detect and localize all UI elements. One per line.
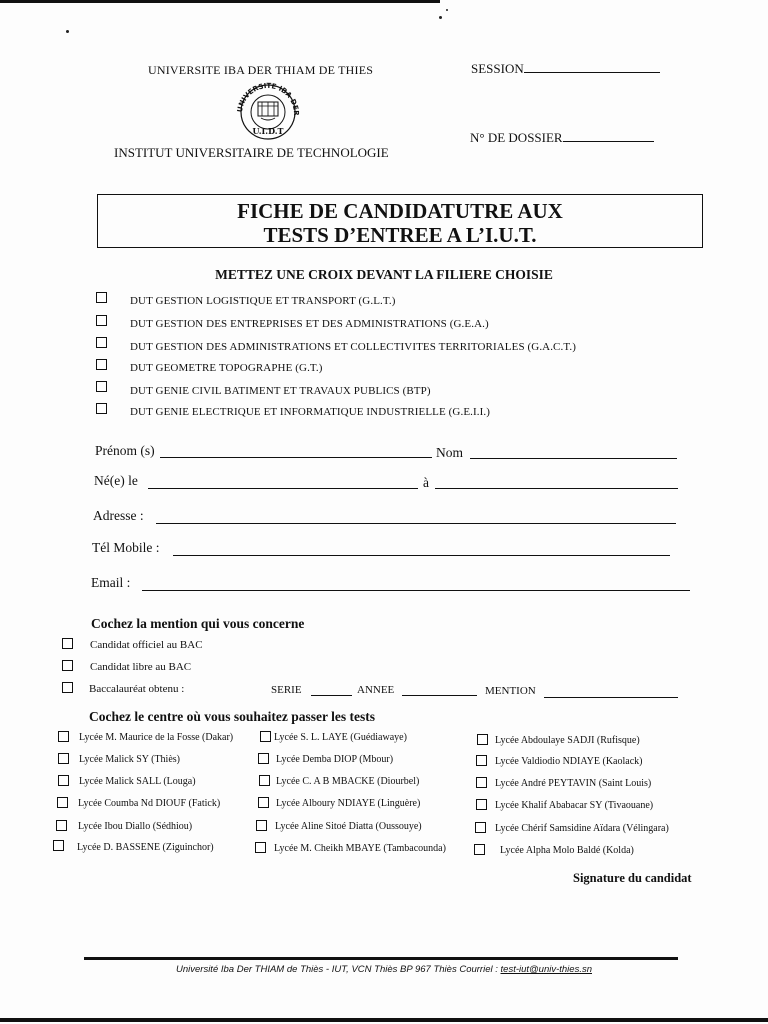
centre-label: Lycée C. A B MBACKE (Diourbel) [276,776,420,787]
filiere-label: DUT GESTION DES ADMINISTRATIONS ET COLLECTIVITES TERRITORIALES (G.A.C.T.) [130,341,576,353]
form-title-line1: FICHE DE CANDIDATUTRE AUX [237,199,563,223]
centre-checkbox[interactable] [53,840,64,851]
dossier-label: N° DE DOSSIER [470,130,563,145]
centre-label: Lycée Aline Sitoé Diatta (Oussouye) [275,821,422,832]
centre-checkbox[interactable] [476,755,487,766]
scan-speck [66,30,69,33]
bac-label: Baccalauréat obtenu : [89,683,185,695]
scan-speck [446,9,448,11]
svg-text:U.I.D.T: U.I.D.T [252,126,284,136]
centre-label: Lycée Malick SALL (Louga) [79,776,196,787]
centre-label: Lycée M. Maurice de la Fosse (Dakar) [79,732,234,743]
form-title-line2: TESTS D’ENTREE A L’I.U.T. [263,223,537,247]
centre-label: Lycée Khalif Ababacar SY (Tivaouane) [495,800,654,811]
nom-label: Nom [436,445,463,460]
signature-label: Signature du candidat [573,871,692,885]
address-label: Adresse : [93,508,144,523]
centre-checkbox[interactable] [56,820,67,831]
phone-line[interactable] [173,555,670,556]
officiel-checkbox[interactable] [62,638,73,649]
centre-heading: Cochez le centre où vous souhaitez passer les tests [89,709,375,724]
prenom-label: Prénom (s) [95,443,155,458]
annee-line[interactable] [402,695,477,696]
svg-text:UNIVERSITE IBA DER THIAM DE TH: UNIVERSITE IBA DER [235,82,301,116]
birthplace-label: à [423,475,429,490]
session-field [471,61,660,77]
centre-checkbox[interactable] [58,731,69,742]
centre-checkbox[interactable] [258,753,269,764]
footer-rule [84,957,678,960]
centre-checkbox[interactable] [474,844,485,855]
centre-label: Lycée Valdiodio NDIAYE (Kaolack) [495,756,643,767]
filiere-checkbox-gea[interactable] [96,315,107,326]
centre-label: Lycée Coumba Nd DIOUF (Fatick) [78,798,221,809]
centre-checkbox[interactable] [260,731,271,742]
email-line[interactable] [142,590,690,591]
filiere-label: DUT GENIE ELECTRIQUE ET INFORMATIQUE INDUSTRIELLE (G.E.I.I.) [130,406,490,418]
centre-checkbox[interactable] [255,842,266,853]
birthplace-line[interactable] [435,488,678,489]
centre-label: Lycée Chérif Samsidine Aïdara (Vélingara) [495,823,669,834]
dossier-line[interactable] [563,130,654,142]
scan-edge-line [0,0,440,3]
filiere-checkbox-gact[interactable] [96,337,107,348]
dossier-field [470,130,654,146]
libre-label: Candidat libre au BAC [90,661,192,673]
centre-checkbox[interactable] [477,734,488,745]
centre-label: Lycée Malick SY (Thiès) [79,754,180,765]
footer-address: Université Iba Der THIAM de Thiès - IUT, VCN Thiès BP 967 Thiès Courriel : [176,964,498,975]
centre-checkbox[interactable] [476,777,487,788]
centre-checkbox[interactable] [256,820,267,831]
footer-email-link[interactable]: test-iut@univ-thies.sn [500,964,592,975]
centre-checkbox[interactable] [476,799,487,810]
filiere-label: DUT GESTION LOGISTIQUE ET TRANSPORT (G.L.T.) [130,295,396,307]
institute-name: INSTITUT UNIVERSITAIRE DE TECHNOLOGIE [114,145,389,160]
university-name: UNIVERSITE IBA DER THIAM DE THIES [148,63,374,77]
filiere-instruction: METTEZ UNE CROIX DEVANT LA FILIERE CHOISIE [215,267,553,282]
mention-label: MENTION [485,685,536,697]
scan-edge-line [0,1018,768,1022]
centre-label: Lycée D. BASSENE (Ziguinchor) [77,842,214,853]
university-seal-logo [228,82,308,142]
centre-checkbox[interactable] [58,775,69,786]
filiere-checkbox-gt[interactable] [96,359,107,370]
centre-checkbox[interactable] [57,797,68,808]
filiere-label: DUT GEOMETRE TOPOGRAPHE (G.T.) [130,362,323,374]
centre-checkbox[interactable] [475,822,486,833]
filiere-checkbox-btp[interactable] [96,381,107,392]
centre-label: Lycée André PEYTAVIN (Saint Louis) [495,778,652,789]
phone-label: Tél Mobile : [92,540,160,555]
filiere-label: DUT GENIE CIVIL BATIMENT ET TRAVAUX PUBLICS (BTP) [130,385,431,397]
bac-checkbox[interactable] [62,682,73,693]
centre-label: Lycée Ibou Diallo (Sédhiou) [78,821,193,832]
libre-checkbox[interactable] [62,660,73,671]
filiere-checkbox-geii[interactable] [96,403,107,414]
scan-speck [439,16,442,19]
footer [0,964,768,975]
birthdate-line[interactable] [148,488,418,489]
centre-checkbox[interactable] [259,775,270,786]
annee-label: ANNEE [357,684,395,696]
serie-line[interactable] [311,695,352,696]
centre-checkbox[interactable] [58,753,69,764]
session-label: SESSION [471,61,524,76]
birthdate-label: Né(e) le [94,473,138,488]
email-label: Email : [91,575,131,590]
address-line[interactable] [156,523,676,524]
centre-checkbox[interactable] [258,797,269,808]
centre-label: Lycée Alpha Molo Baldé (Kolda) [500,845,634,856]
centre-label: Lycée Demba DIOP (Mbour) [276,754,394,765]
centre-label: Lycée M. Cheikh MBAYE (Tambacounda) [274,843,446,854]
session-line[interactable] [524,61,660,73]
filiere-label: DUT GESTION DES ENTREPRISES ET DES ADMINISTRATIONS (G.E.A.) [130,318,489,330]
filiere-checkbox-glt[interactable] [96,292,107,303]
form-title-box [97,194,703,248]
prenom-line[interactable] [160,457,432,458]
centre-label: Lycée Abdoulaye SADJI (Rufisque) [495,735,640,746]
serie-label: SERIE [271,684,302,696]
centre-label: Lycée S. L. LAYE (Guédiawaye) [274,732,407,743]
centre-label: Lycée Alboury NDIAYE (Linguère) [276,798,421,809]
nom-line[interactable] [470,458,677,459]
mention-line[interactable] [544,697,678,698]
officiel-label: Candidat officiel au BAC [90,639,203,651]
mention-heading: Cochez la mention qui vous concerne [91,616,305,631]
